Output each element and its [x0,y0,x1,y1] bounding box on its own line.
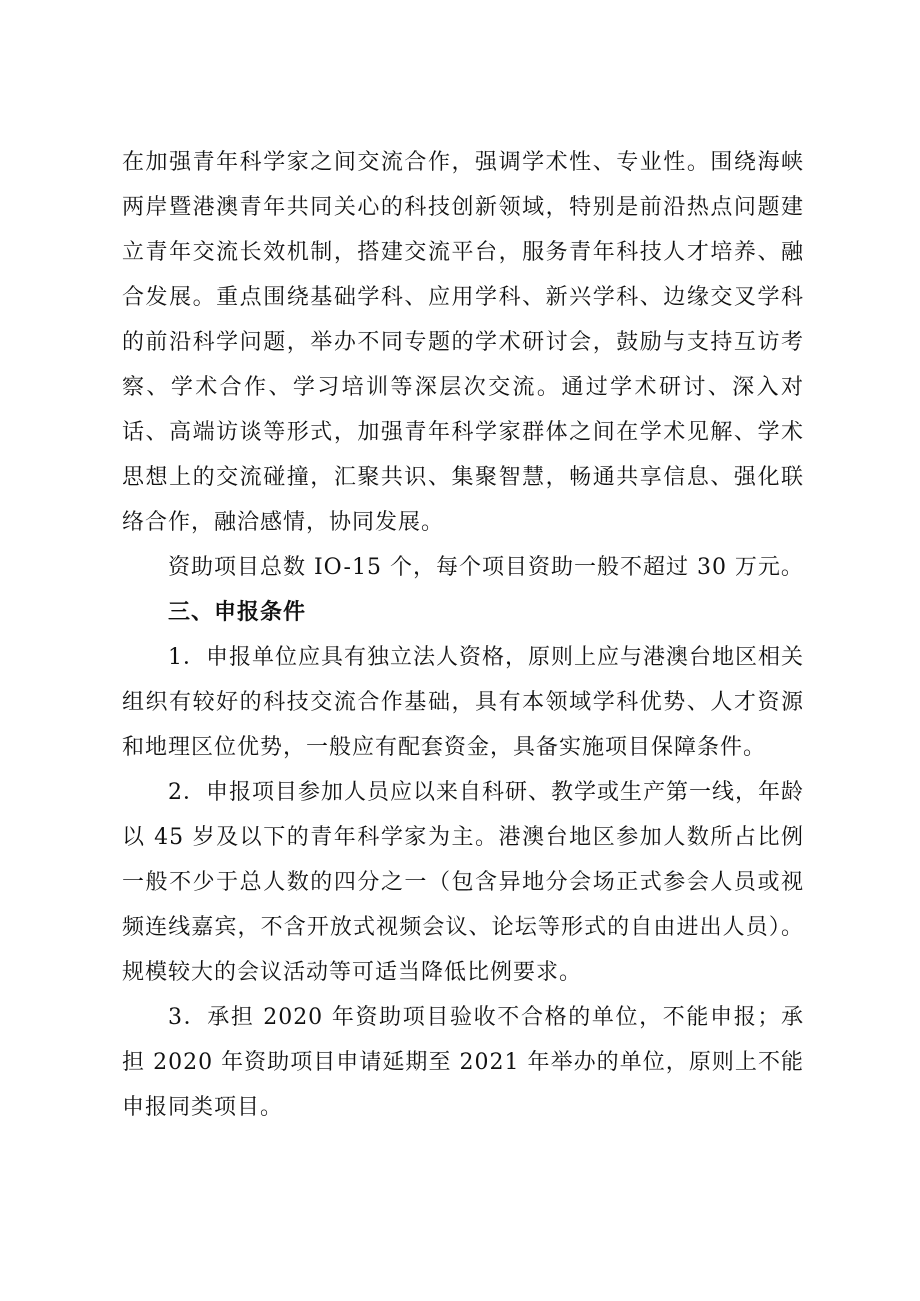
condition-item-2: 2．申报项目参加人员应以来自科研、教学或生产第一线，年龄以 45 岁及以下的青年科学家为主。港澳台地区参加人数所占比例一般不少于总人数的四分之一（包含异地分会场正式参会人员或视频连线嘉宾，不含开放式视频会议、论坛等形式的自由进出人员）。规模较大的会议活动等可适当降低比例要求。 [122,780,804,985]
condition-item-1: 1．申报单位应具有独立法人资格，原则上应与港澳台地区相关组织有较好的科技交流合作基础，具有本领域学科优势、人才资源和地理区位优势，一般应有配套资金，具备实施项目保障条件。 [122,645,804,760]
condition-item-3: 3．承担 2020 年资助项目验收不合格的单位，不能申报；承担 2020 年资助项目申请延期至 2021 年举办的单位，原则上不能申报同类项目。 [122,1005,804,1120]
intro-paragraph: 在加强青年科学家之间交流合作，强调学术性、专业性。围绕海峡两岸暨港澳青年共同关心的科技创新领域，特别是前沿热点问题建立青年交流长效机制，搭建交流平台，服务青年科技人才培养、融合发展。重点围绕基础学科、应用学科、新兴学科、边缘交叉学科的前沿科学问题，举办不同专题的学术研讨会，鼓励与支持互访考察、学术合作、学习培训等深层次交流。通过学术研讨、深入对话、高端访谈等形式，加强青年科学家群体之间在学术见解、学术思想上的交流碰撞，汇聚共识、集聚智慧，畅通共享信息、强化联络合作，融洽感情，协同发展。 [122,150,804,535]
funding-paragraph: 资助项目总数 IO-15 个，每个项目资助一般不超过 30 万元。 [168,555,804,580]
document-body [122,140,804,1130]
section-heading: 三、申报条件 [168,600,307,625]
